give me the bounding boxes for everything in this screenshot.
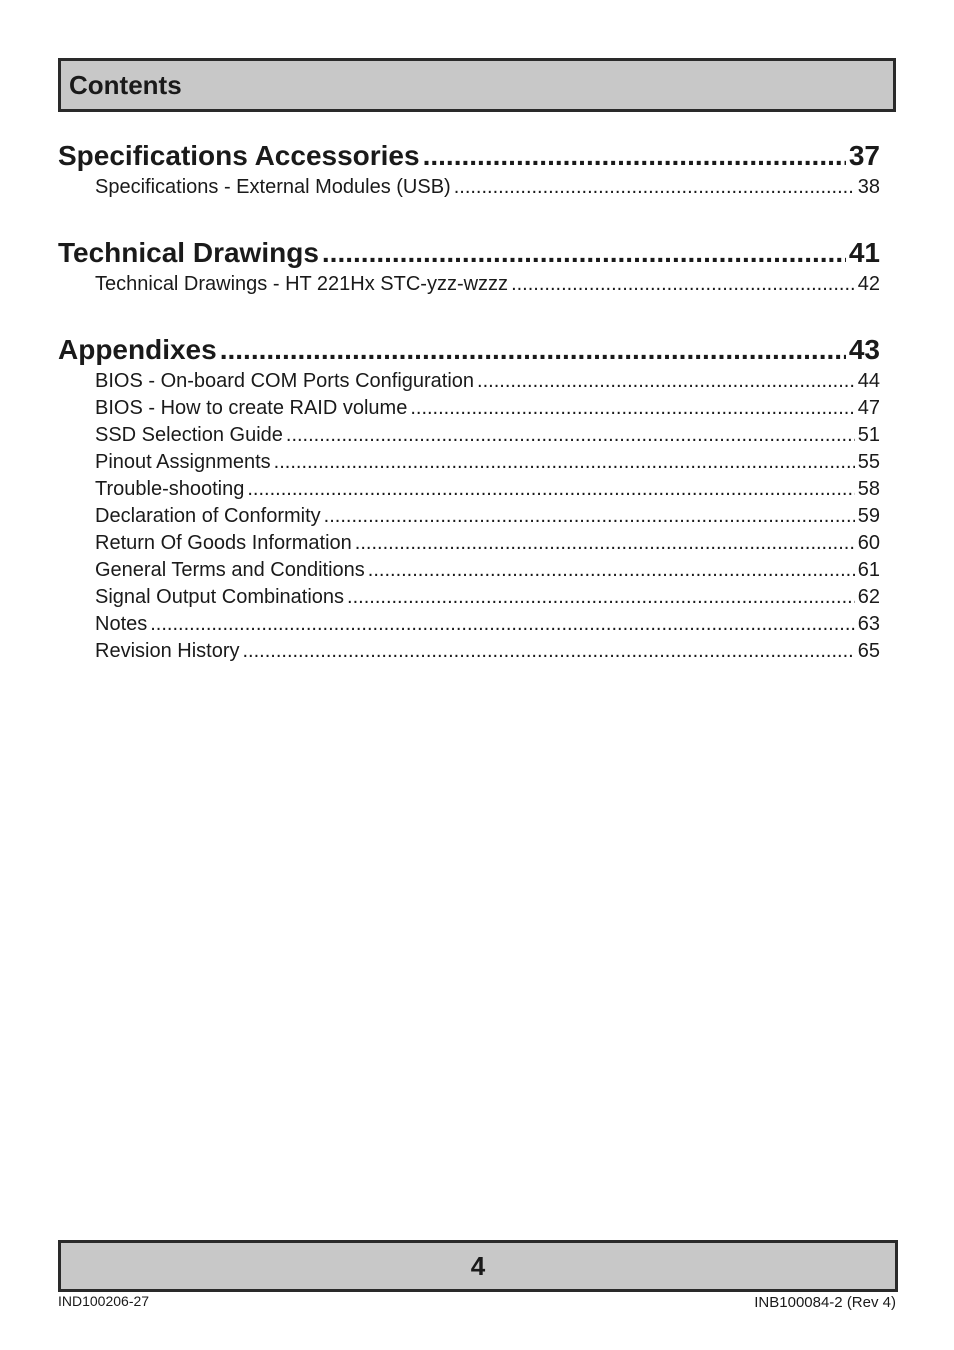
toc-entry-label: Return Of Goods Information (95, 532, 352, 554)
toc-page-number: 55 (857, 451, 880, 473)
toc-entry[interactable] (58, 271, 880, 298)
toc-entry-label: Pinout Assignments (95, 451, 271, 473)
table-of-contents (58, 138, 880, 699)
toc-entry[interactable] (58, 449, 880, 476)
toc-entry[interactable] (58, 476, 880, 503)
footer-page-box (58, 1240, 898, 1292)
toc-entry[interactable] (58, 503, 880, 530)
leader-dots (247, 476, 854, 503)
toc-page-number: 62 (857, 586, 880, 608)
toc-entry-label: Notes (95, 613, 148, 635)
toc-entry-label: BIOS - On-board COM Ports Configuration (95, 370, 475, 392)
toc-entry-label: BIOS - How to create RAID volume (95, 397, 408, 419)
toc-section-heading[interactable] (58, 138, 880, 174)
toc-page-number: 59 (857, 505, 880, 527)
leader-dots (324, 503, 855, 530)
leader-dots (322, 235, 846, 271)
toc-entry[interactable] (58, 638, 880, 665)
leader-dots (220, 332, 846, 368)
toc-section-title: Appendixes (58, 334, 217, 365)
toc-page-number: 65 (857, 640, 880, 662)
page-title: Contents (69, 69, 182, 100)
leader-dots (511, 271, 855, 298)
toc-section (58, 235, 880, 298)
toc-page-number: 42 (857, 273, 880, 295)
leader-dots (150, 611, 855, 638)
toc-page-number: 63 (857, 613, 880, 635)
leader-dots (423, 138, 846, 174)
leader-dots (477, 368, 855, 395)
toc-section-title: Technical Drawings (58, 237, 319, 268)
toc-page-number: 38 (857, 176, 880, 198)
toc-page-number: 43 (848, 334, 880, 365)
toc-entry-label: Specifications - External Modules (USB) (95, 176, 451, 198)
toc-page-number: 47 (857, 397, 880, 419)
toc-page-number: 51 (857, 424, 880, 446)
toc-section-heading[interactable] (58, 332, 880, 368)
toc-page-number: 58 (857, 478, 880, 500)
leader-dots (242, 638, 854, 665)
toc-entry[interactable] (58, 557, 880, 584)
toc-section (58, 138, 880, 201)
contents-header (58, 58, 896, 112)
leader-dots (286, 422, 855, 449)
toc-entry-label: SSD Selection Guide (95, 424, 283, 446)
toc-section-heading[interactable] (58, 235, 880, 271)
toc-section-title: Specifications Accessories (58, 140, 420, 171)
toc-entry[interactable] (58, 584, 880, 611)
document-id-right: INB100084-2 (Rev 4) (754, 1294, 896, 1311)
toc-page-number: 37 (848, 140, 880, 171)
toc-entry[interactable] (58, 422, 880, 449)
toc-page-number: 44 (857, 370, 880, 392)
leader-dots (274, 449, 855, 476)
leader-dots (347, 584, 855, 611)
page-number: 4 (470, 1250, 486, 1281)
toc-entry-label: Trouble-shooting (95, 478, 245, 500)
toc-entry-label: General Terms and Conditions (95, 559, 365, 581)
toc-entry[interactable] (58, 395, 880, 422)
toc-entry[interactable] (58, 174, 880, 201)
toc-entry[interactable] (58, 530, 880, 557)
toc-page-number: 61 (857, 559, 880, 581)
document-id-left: IND100206-27 (58, 1293, 150, 1309)
leader-dots (355, 530, 855, 557)
toc-page-number: 60 (857, 532, 880, 554)
toc-entry-label: Revision History (95, 640, 240, 662)
toc-entry[interactable] (58, 611, 880, 638)
leader-dots (368, 557, 855, 584)
leader-dots (454, 174, 855, 201)
toc-entry-label: Technical Drawings - HT 221Hx STC-yzz-wzzz (95, 273, 509, 295)
toc-page-number: 41 (848, 237, 880, 268)
toc-entry-label: Declaration of Conformity (95, 505, 321, 527)
leader-dots (410, 395, 854, 422)
toc-entry[interactable] (58, 368, 880, 395)
toc-section (58, 332, 880, 665)
toc-entry-label: Signal Output Combinations (95, 586, 345, 608)
